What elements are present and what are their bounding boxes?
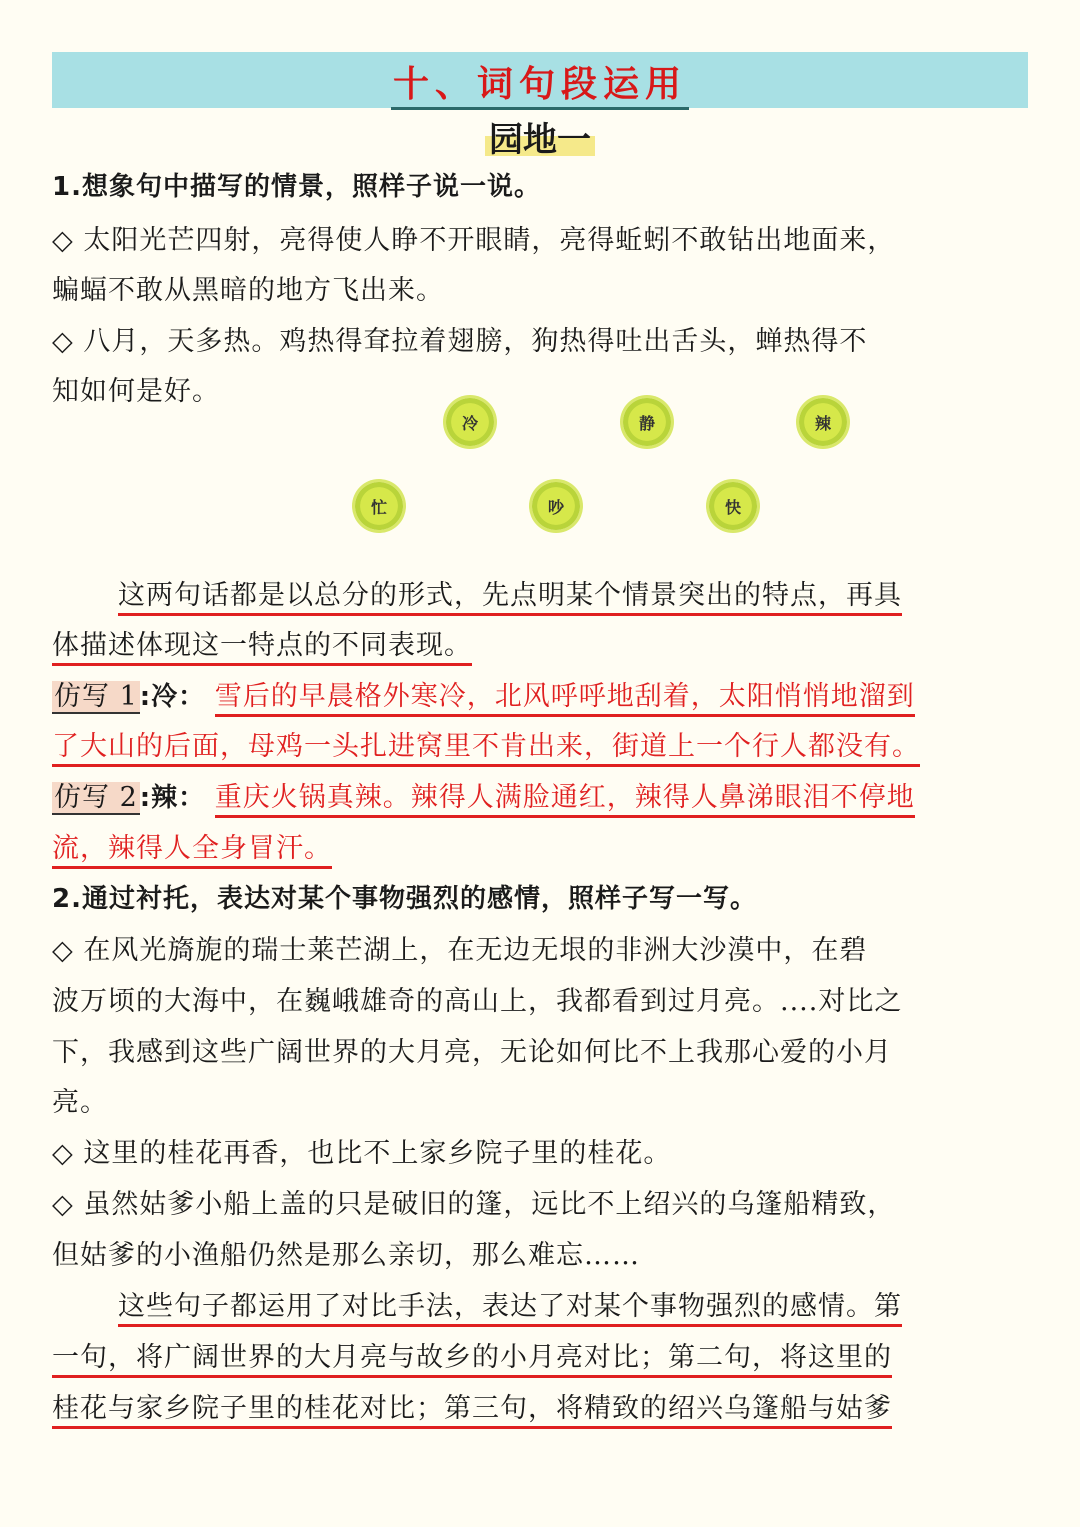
- q1-example-2-line-2: 知如何是好。: [52, 376, 220, 407]
- section-title: 十、词句段运用: [391, 64, 689, 110]
- imitate-1-line-1: 雪后的早晨格外寒冷，北风呼呼地刮着，太阳悄悄地溜到: [215, 681, 915, 717]
- imitate-2-line-1: 重庆火锅真辣。辣得人满脸通红，辣得人鼻涕眼泪不停地: [215, 782, 915, 818]
- word-badge-noisy: 吵: [532, 482, 580, 530]
- q2-example-2: ◇ 这里的桂花再香，也比不上家乡院子里的桂花。: [52, 1138, 672, 1169]
- q2-note-line-2: 一句，将广阔世界的大月亮与故乡的小月亮对比；第二句，将这里的: [52, 1342, 892, 1378]
- q2-example-1-line-2: 波万顷的大海中，在巍峨雄奇的高山上，我都看到过月亮。....对比之: [52, 986, 903, 1017]
- q1-note-line-1: 这两句话都是以总分的形式，先点明某个情景突出的特点，再具: [118, 580, 902, 616]
- q1-example-1-line-2: 蝙蝠不敢从黑暗的地方飞出来。: [52, 275, 444, 306]
- q2-example-3-line-2: 但姑爹的小渔船仍然是那么亲切，那么难忘……: [52, 1240, 640, 1271]
- q2-example-3-line-1: ◇ 虽然姑爹小船上盖的只是破旧的篷，远比不上绍兴的乌篷船精致，: [52, 1189, 896, 1220]
- imitate-1-line-2: 了大山的后面，母鸡一头扎进窝里不肯出来，街道上一个行人都没有。: [52, 731, 920, 767]
- q2-note-line-1: 这些句子都运用了对比手法，表达了对某个事物强烈的感情。第: [118, 1291, 902, 1327]
- imitate-2-tag: 仿写 2: [54, 782, 138, 813]
- imitate-2-line-2: 流，辣得人全身冒汗。: [52, 833, 332, 869]
- q2-example-1-line-4: 亮。: [52, 1087, 108, 1118]
- question-2-heading: 2.通过衬托，表达对某个事物强烈的感情，照样子写一写。: [52, 884, 757, 914]
- q1-note-line-2: 体描述体现这一特点的不同表现。: [52, 630, 472, 666]
- q1-example-1-line-1: ◇ 太阳光芒四射，亮得使人睁不开眼睛，亮得蚯蚓不敢钻出地面来，: [52, 225, 896, 256]
- word-badge-quiet: 静: [623, 398, 671, 446]
- word-badge-busy: 忙: [355, 482, 403, 530]
- word-badge-cold: 冷: [446, 398, 494, 446]
- imitate-2-word: :辣：: [139, 783, 206, 813]
- imitate-1-tag: 仿写 1: [54, 681, 138, 712]
- q1-example-2-line-1: ◇ 八月，天多热。鸡热得耷拉着翅膀，狗热得吐出舌头，蝉热得不: [52, 326, 868, 357]
- word-badge-happy: 快: [709, 482, 757, 530]
- unit-subtitle: 园地一: [485, 120, 595, 160]
- word-badge-spicy: 辣: [799, 398, 847, 446]
- q2-example-1-line-3: 下，我感到这些广阔世界的大月亮，无论如何比不上我那心爱的小月: [52, 1037, 892, 1068]
- question-1-heading: 1.想象句中描写的情景，照样子说一说。: [52, 172, 541, 202]
- q2-example-1-line-1: ◇ 在风光旖旎的瑞士莱芒湖上，在无边无垠的非洲大沙漠中，在碧: [52, 935, 868, 966]
- q2-note-line-3: 桂花与家乡院子里的桂花对比；第三句，将精致的绍兴乌篷船与姑爹: [52, 1393, 892, 1429]
- imitate-1-word: :冷：: [139, 682, 206, 712]
- section-banner: [52, 52, 1028, 108]
